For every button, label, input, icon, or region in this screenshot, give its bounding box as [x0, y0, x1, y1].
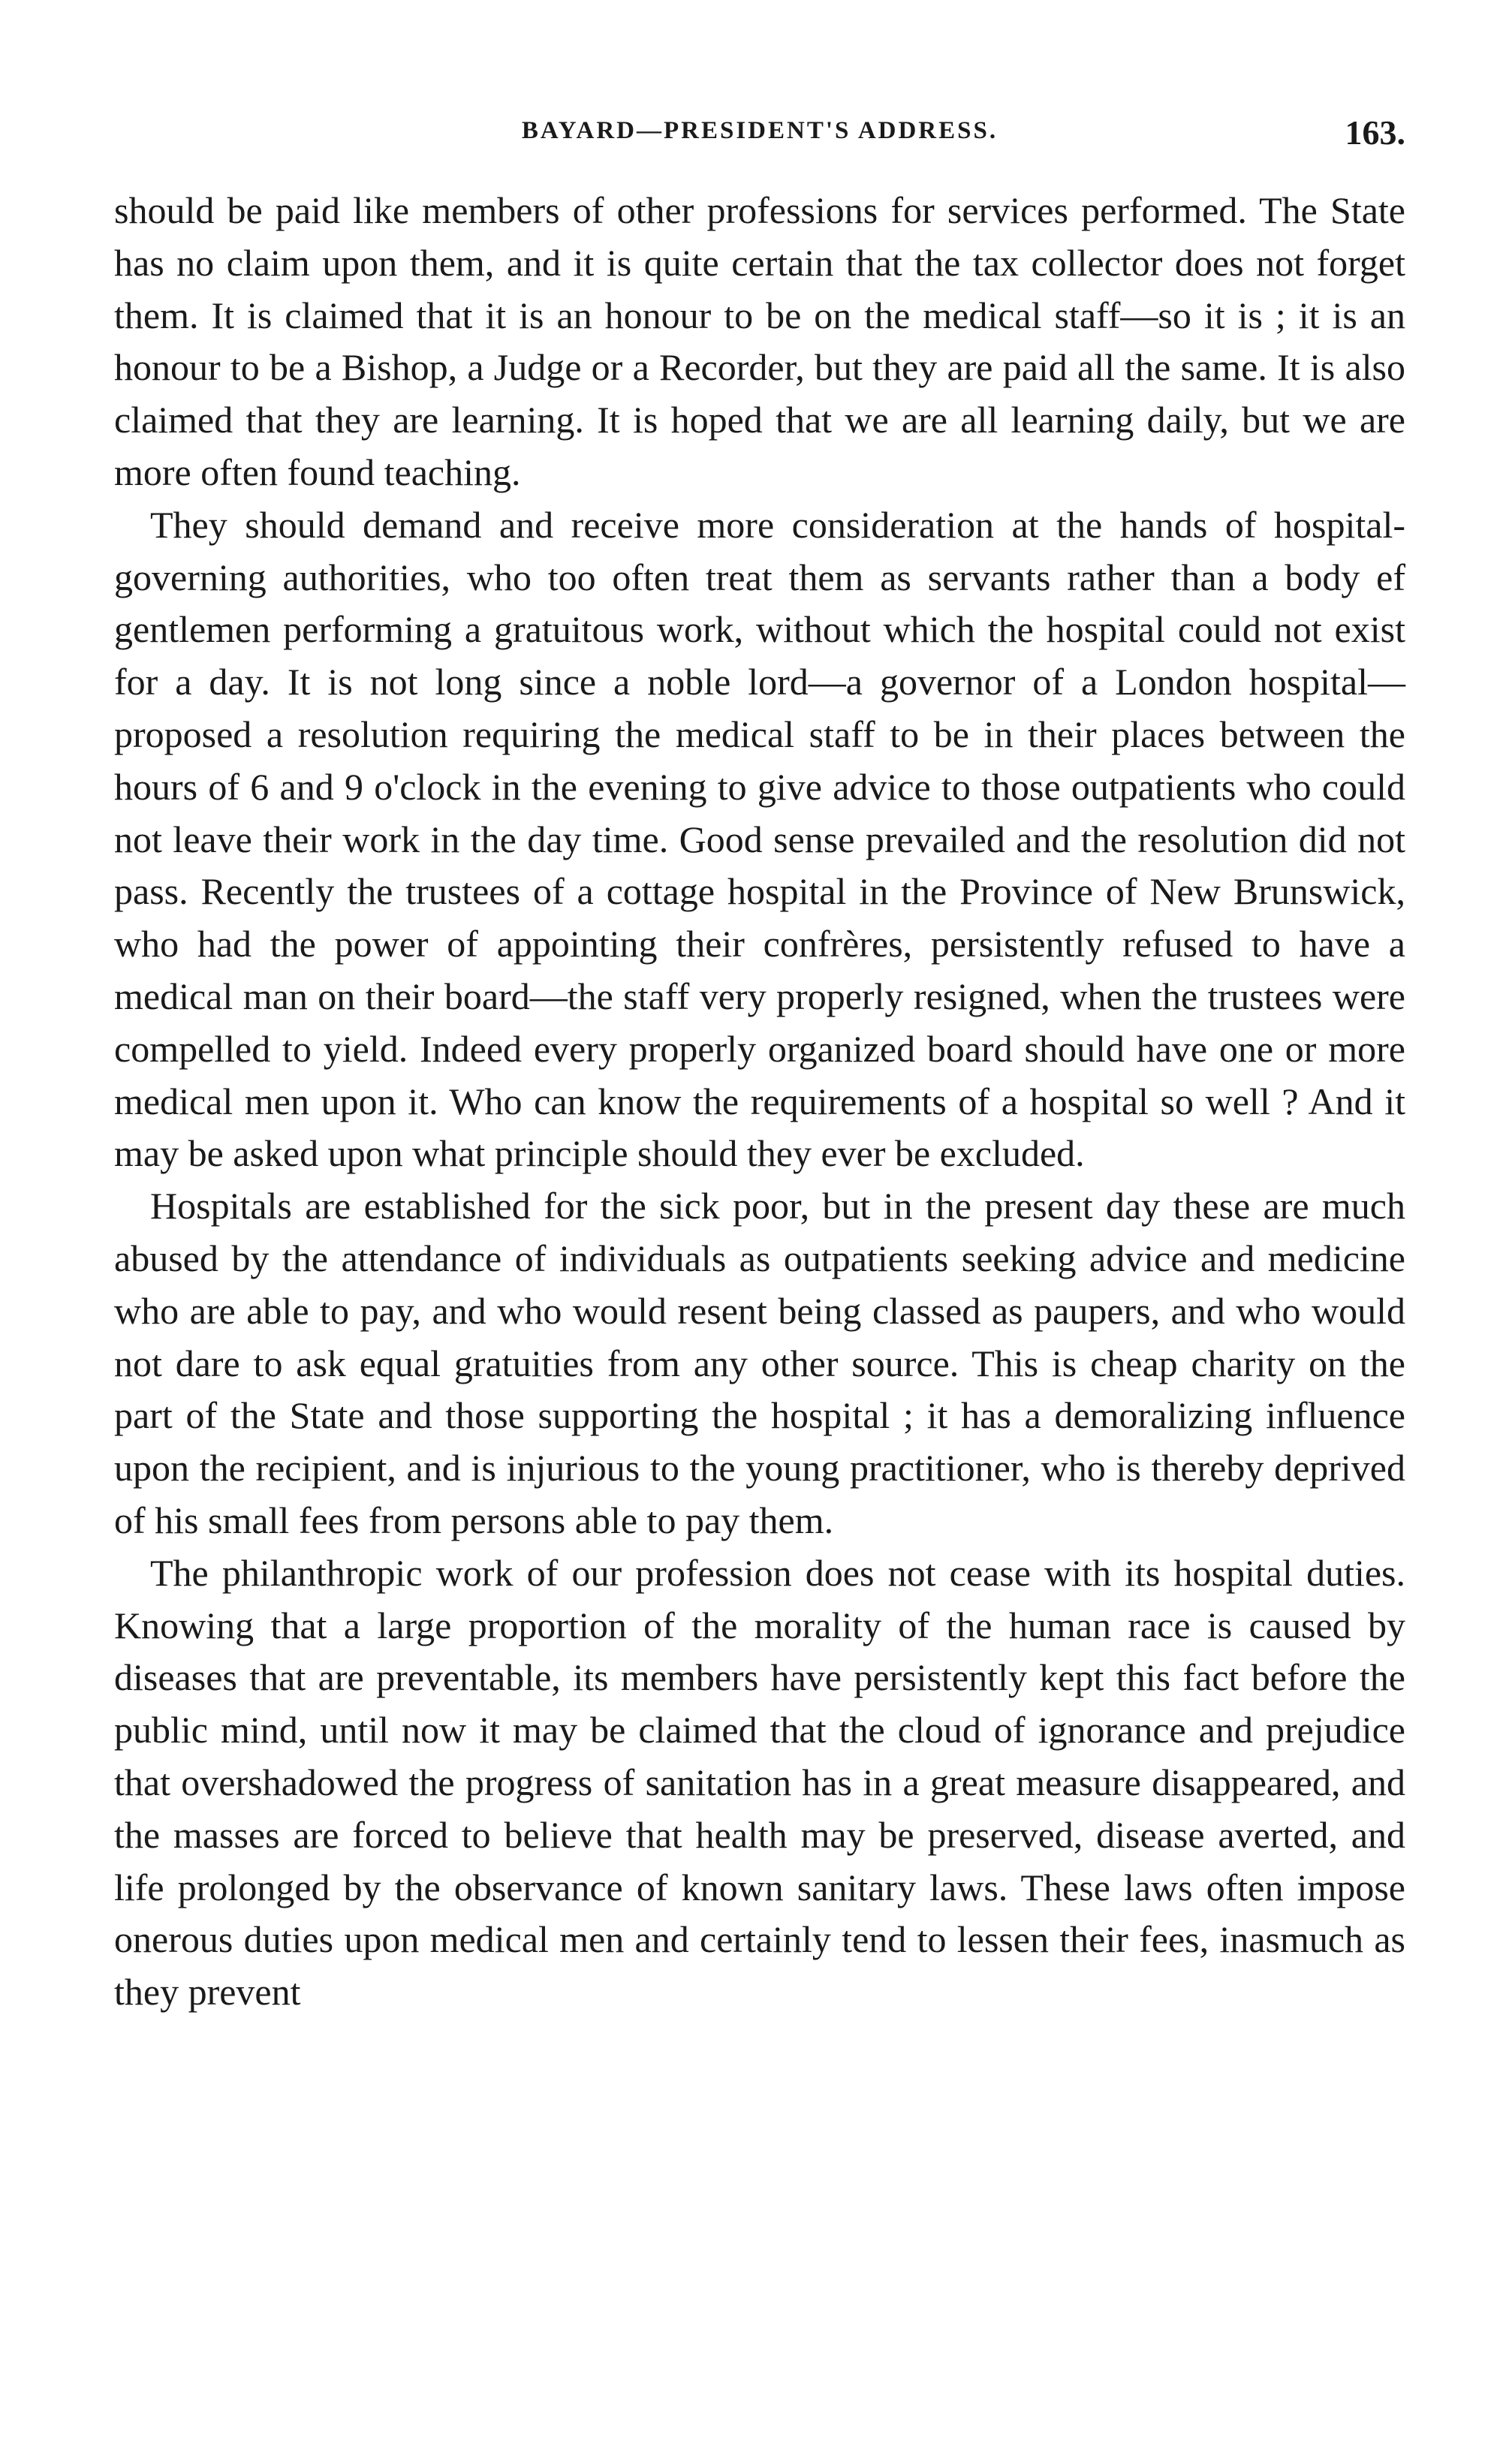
running-head-title: BAYARD—PRESIDENT'S ADDRESS. [521, 117, 998, 144]
paragraph-continuation: should be paid like members of other professions for services performed. The State has no claim upon them, and it is quite certain that the tax collector does not forget them. It is claimed that it is an honour to be on the medical staff—so it is ; it is an honour to be a Bishop, a Judge or a Recorder, but they are paid all the same. It is also claimed that they are learning. It is hoped that we are all learning daily, but we are more often found teaching. [114, 189, 1405, 493]
body-text [114, 185, 1405, 2019]
paragraph-hospital-abuse: Hospitals are established for the sick poor, but in the present day these are much abused by the attendance of individuals as outpatients seeking advice and medicine who are able to pay, and who would resent being classed as paupers, and who would not dare to ask equal gratuities from any other source. This is cheap charity on the part of the State and those supporting the hospital ; it has a demoralizing influence upon the recipient, and is injurious to the young practitioner, who is thereby deprived of his small fees from persons able to pay them. [114, 1185, 1405, 1541]
paragraph-philanthropic-work: The philanthropic work of our profession does not cease with its hospital duties. Knowing that a large proportion of the morality of the human race is caused by diseases that are preventable, its members have persistently kept this fact before the public mind, until now it may be claimed that the cloud of ignorance and prejudice that overshadowed the progress of sanitation has in a great measure disappeared, and the masses are forced to believe that health may be preserved, disease averted, and life prolonged by the observance of known sanitary laws. These laws often impose onerous duties upon medical men and certainly tend to lessen their fees, inasmuch as they prevent [114, 1551, 1405, 2014]
running-head [114, 113, 1405, 173]
page-number: 163. [1345, 113, 1405, 152]
book-page [114, 113, 1405, 2019]
paragraph-hospital-authorities: They should demand and receive more consideration at the hands of hospital-governing authorities, who too often treat them as servants rather than a body ef gentlemen performing a gratuitous work, without which the hospital could not exist for a day. It is not long since a noble lord—a governor of a London hospital—proposed a resolution requiring the medical staff to be in their places between the hours of 6 and 9 o'clock in the evening to give advice to those outpatients who could not leave their work in the day time. Good sense prevailed and the resolution did not pass. Recently the trustees of a cottage hospital in the Province of New Brunswick, who had the power of appointing their confrères, persistently refused to have a medical man on their board—the staff very properly resigned, when the trustees were compelled to yield. Indeed every properly organized board should have one or more medical men upon it. Who can know the requirements of a hospital so well ? And it may be asked upon what principle should they ever be excluded. [114, 503, 1405, 1175]
